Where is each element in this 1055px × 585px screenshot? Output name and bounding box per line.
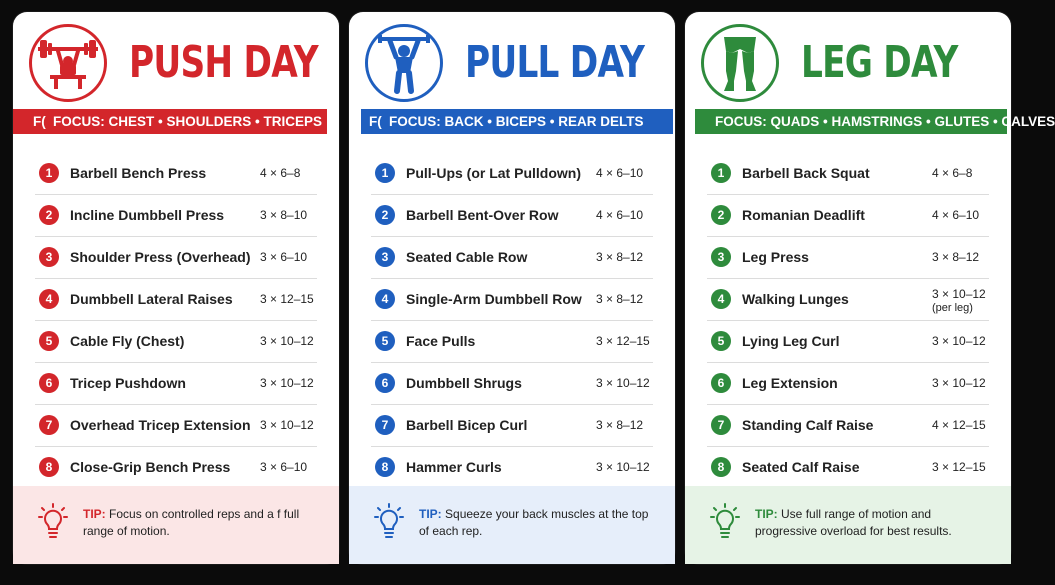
sets-reps: 3 × 10–12	[932, 376, 986, 390]
list-item	[371, 279, 653, 321]
sets-reps: 4 × 12–15	[932, 418, 986, 432]
exercise-name: Barbell Back Squat	[742, 165, 870, 181]
sets-reps: 3 × 12–15	[596, 334, 650, 348]
exercise-name: Single-Arm Dumbbell Row	[406, 291, 582, 307]
exercise-name: Seated Cable Row	[406, 249, 528, 265]
sets-reps: 3 × 8–12	[596, 250, 644, 264]
sets-reps: 3 × 10–12	[260, 376, 314, 390]
list-item	[707, 153, 989, 195]
number-badge: 1	[39, 163, 59, 183]
list-item	[35, 405, 317, 447]
sets-reps: 3 × 8–12	[596, 292, 644, 306]
sets-note: (per leg)	[932, 302, 973, 314]
exercise-list	[371, 153, 653, 489]
leg-day-card	[685, 12, 1055, 564]
number-badge: 5	[711, 331, 731, 351]
sets-reps: 3 × 6–10	[260, 250, 308, 264]
exercise-name: Shoulder Press (Overhead)	[70, 249, 251, 265]
sets-reps: 3 × 12–15	[932, 460, 986, 474]
exercise-name: Leg Press	[742, 249, 809, 265]
number-badge: 4	[39, 289, 59, 309]
sets-reps: 4 × 6–10	[596, 166, 644, 180]
focus-banner	[13, 109, 327, 134]
exercise-name: Standing Calf Raise	[742, 417, 874, 433]
number-badge: 2	[39, 205, 59, 225]
number-badge: 5	[39, 331, 59, 351]
page-title: PULL DAY	[465, 37, 645, 88]
list-item	[707, 447, 989, 489]
number-badge: 3	[375, 247, 395, 267]
tip-body: Focus on controlled reps and a f full range of motion.	[83, 507, 300, 538]
exercise-name: Cable Fly (Chest)	[70, 333, 185, 349]
number-badge: 4	[375, 289, 395, 309]
number-badge: 2	[375, 205, 395, 225]
exercise-name: Close-Grip Bench Press	[70, 459, 231, 475]
exercise-name: Romanian Deadlift	[742, 207, 865, 223]
number-badge: 1	[711, 163, 731, 183]
number-badge: 2	[711, 205, 731, 225]
number-badge: 8	[375, 457, 395, 477]
list-item	[35, 363, 317, 405]
tip-label: TIP:	[83, 507, 106, 521]
card-header	[685, 12, 1011, 109]
list-item	[35, 279, 317, 321]
sets-reps: 4 × 6–10	[596, 208, 644, 222]
exercise-name: Seated Calf Raise	[742, 459, 860, 475]
number-badge: 6	[711, 373, 731, 393]
list-item	[35, 153, 317, 195]
sets-reps: 3 × 8–12	[596, 418, 644, 432]
exercise-name: Overhead Tricep Extension	[70, 417, 251, 433]
exercise-name: Pull-Ups (or Lat Pulldown)	[406, 165, 581, 181]
exercise-name: Barbell Bicep Curl	[406, 417, 528, 433]
list-item	[707, 195, 989, 237]
list-item	[371, 363, 653, 405]
legs-icon	[701, 24, 779, 102]
list-item	[35, 447, 317, 489]
card-header	[13, 12, 339, 109]
pull-day-card	[349, 12, 675, 564]
tip-body: Use full range of motion and progressive overload for best results.	[755, 507, 952, 538]
lightbulb-icon	[369, 502, 409, 542]
list-item	[371, 153, 653, 195]
number-badge: 7	[375, 415, 395, 435]
number-badge: 3	[39, 247, 59, 267]
exercise-name: Lying Leg Curl	[742, 333, 840, 349]
sets-reps: 4 × 6–8	[260, 166, 301, 180]
page-title: PUSH DAY	[129, 37, 318, 88]
tip-text	[83, 506, 313, 540]
exercise-list	[35, 153, 317, 489]
focus-prefix: F(	[33, 114, 46, 129]
focus-prefix: F(	[369, 114, 382, 129]
list-item	[707, 405, 989, 447]
focus-text: FOCUS: CHEST • SHOULDERS • TRICEPS	[53, 114, 322, 129]
exercise-name: Dumbbell Lateral Raises	[70, 291, 233, 307]
list-item	[35, 321, 317, 363]
number-badge: 8	[711, 457, 731, 477]
number-badge: 3	[711, 247, 731, 267]
tip-text	[419, 506, 649, 540]
list-item	[707, 363, 989, 405]
exercise-name: Incline Dumbbell Press	[70, 207, 225, 223]
exercise-name: Leg Extension	[742, 375, 838, 391]
tip-label: TIP:	[419, 507, 442, 521]
exercise-name: Barbell Bench Press	[70, 165, 207, 181]
exercise-name: Dumbbell Shrugs	[406, 375, 522, 391]
tip-label: TIP:	[755, 507, 778, 521]
list-item	[707, 279, 989, 321]
exercise-name: Hammer Curls	[406, 459, 502, 475]
number-badge: 7	[39, 415, 59, 435]
sets-reps: 3 × 10–12	[596, 460, 650, 474]
exercise-name: Barbell Bent-Over Row	[406, 207, 559, 223]
pull-up-icon	[365, 24, 443, 102]
list-item	[707, 321, 989, 363]
focus-text: FOCUS: BACK • BICEPS • REAR DELTS	[389, 114, 644, 129]
sets-reps: 3 × 10–12	[260, 418, 314, 432]
tip-box	[13, 486, 339, 564]
sets-reps: 3 × 6–10	[260, 460, 308, 474]
list-item	[371, 237, 653, 279]
list-item	[371, 405, 653, 447]
card-header	[349, 12, 675, 109]
number-badge: 6	[39, 373, 59, 393]
exercise-name: Walking Lunges	[742, 291, 849, 307]
tip-body: Squeeze your back muscles at the top of each rep.	[419, 507, 649, 538]
focus-banner	[361, 109, 673, 134]
sets-reps: 3 × 10–12	[932, 287, 986, 301]
sets-reps: 3 × 8–10	[260, 208, 308, 222]
list-item	[371, 321, 653, 363]
number-badge: 8	[39, 457, 59, 477]
exercise-name: Tricep Pushdown	[70, 375, 186, 391]
sets-reps: 3 × 10–12	[596, 376, 650, 390]
focus-banner	[695, 109, 1055, 134]
bench-press-icon	[29, 24, 107, 102]
lightbulb-icon	[33, 502, 73, 542]
focus-text: FOCUS: QUADS • HAMSTRINGS • GLUTES • CALVES	[715, 114, 1055, 129]
number-badge: 1	[375, 163, 395, 183]
tip-text	[755, 506, 985, 540]
sets-reps: 3 × 8–12	[932, 250, 980, 264]
list-item	[371, 195, 653, 237]
lightbulb-icon	[705, 502, 745, 542]
tip-box	[685, 486, 1011, 564]
number-badge: 6	[375, 373, 395, 393]
sets-reps: 4 × 6–8	[932, 166, 973, 180]
push-day-card	[13, 12, 339, 564]
number-badge: 7	[711, 415, 731, 435]
list-item	[707, 237, 989, 279]
sets-reps: 3 × 10–12	[260, 334, 314, 348]
page-title: LEG DAY	[801, 37, 958, 88]
number-badge: 4	[711, 289, 731, 309]
sets-reps: 4 × 6–10	[932, 208, 980, 222]
number-badge: 5	[375, 331, 395, 351]
sets-reps: 3 × 10–12	[932, 334, 986, 348]
list-item	[35, 237, 317, 279]
list-item	[371, 447, 653, 489]
tip-box	[349, 486, 675, 564]
exercise-name: Face Pulls	[406, 333, 476, 349]
exercise-list	[707, 153, 989, 489]
list-item	[35, 195, 317, 237]
sets-reps: 3 × 12–15	[260, 292, 314, 306]
